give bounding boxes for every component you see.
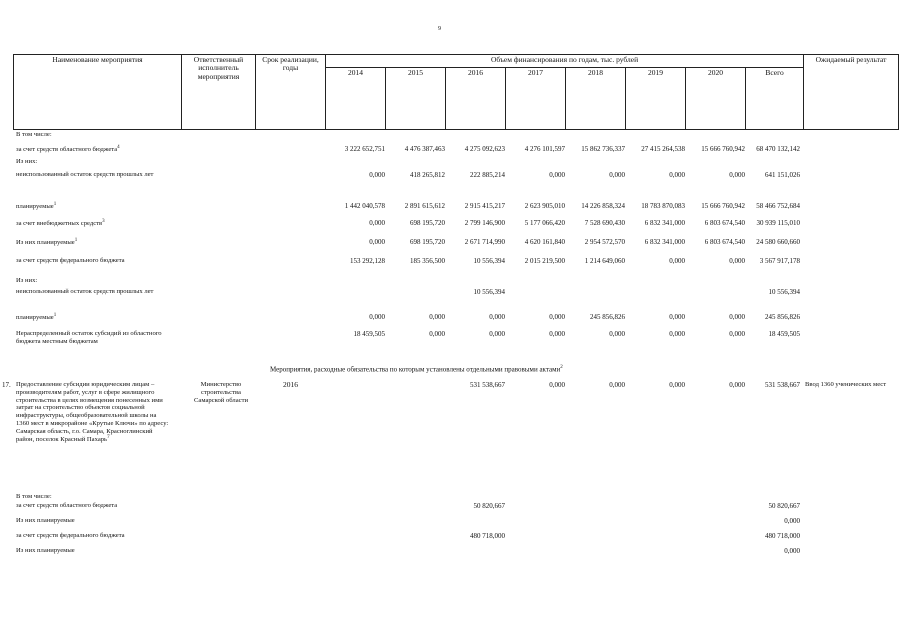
row-value: 58 466 752,684 [756,202,800,210]
row-value: 50 820,667 [768,502,800,510]
row-label: В том числе: [16,493,52,500]
row-value: 0,000 [369,238,385,246]
row-value: 0,000 [729,171,745,179]
row-value: 4 476 387,463 [404,145,445,153]
row-value: 6 803 674,540 [704,219,745,227]
row-label: за счет средств федерального бюджета [16,257,125,264]
row-value: 18 459,505 [768,330,800,338]
row-value: 0,000 [429,330,445,338]
row-value: 2 015 219,500 [524,257,565,265]
header-year: 2014 [326,67,386,130]
item-value: 0,000 [669,381,685,389]
row-value: 1 214 649,060 [584,257,625,265]
row-value: 6 803 674,540 [704,238,745,246]
row-value: 4 276 101,597 [524,145,565,153]
row-value: 0,000 [549,330,565,338]
row-value: 480 718,000 [470,532,505,540]
row-value: 641 151,026 [765,171,800,179]
row-value: 30 939 115,010 [756,219,800,227]
row-value: 10 556,394 [473,257,505,265]
header-term: Срок реализации, годы [256,55,326,130]
row-value: 0,000 [369,171,385,179]
row-value: 0,000 [609,330,625,338]
header-year: 2018 [566,67,626,130]
page-number: 9 [438,26,441,32]
item-result: Ввод 1360 ученических мест [805,381,887,388]
row-value: 15 666 760,942 [701,145,745,153]
row-value: 18 459,505 [353,330,385,338]
row-value: 0,000 [669,330,685,338]
row-value: 2 954 572,570 [584,238,625,246]
row-value: 68 470 132,142 [756,145,800,153]
header-year: 2016 [446,67,506,130]
row-value: 0,000 [549,171,565,179]
header-responsible: Ответственный исполнитель мероприятия [182,55,256,130]
row-value: 0,000 [729,257,745,265]
header-volume: Объем финансирования по годам, тыс. рублей [326,55,804,68]
row-label: Из них: [16,158,38,165]
item-term: 2016 [283,380,298,389]
row-label: за счет внебюджетных средств$^3$ [16,219,105,228]
row-label: планируемые$^1$ [16,202,57,211]
row-value: 6 832 341,000 [644,238,685,246]
row-value: 0,000 [549,313,565,321]
row-value: 0,000 [669,257,685,265]
row-value: 698 195,720 [410,219,445,227]
row-value: 4 275 092,623 [464,145,505,153]
row-value: 2 623 905,010 [524,202,565,210]
row-value: 480 718,000 [765,532,800,540]
row-label: неиспользованный остаток средств прошлых лет [16,171,154,178]
item-value: 0,000 [549,381,565,389]
header-year: 2017 [506,67,566,130]
header-name: Наименование мероприятия [14,55,182,130]
row-value: 6 832 341,000 [644,219,685,227]
row-value: 698 195,720 [410,238,445,246]
row-label: Из них планируемые [16,517,75,524]
row-value: 3 567 917,178 [759,257,800,265]
row-value: 27 415 264,538 [641,145,685,153]
row-value: 245 856,826 [590,313,625,321]
item-responsible: Министерство строительства Самарской области [194,381,248,404]
header-total: Всего [746,67,804,130]
header-year: 2015 [386,67,446,130]
row-value: 2 799 146,900 [464,219,505,227]
row-value: 0,000 [609,171,625,179]
header-result: Ожидаемый результат [804,55,899,130]
item-value: 0,000 [609,381,625,389]
row-label: планируемые$^1$ [16,313,57,322]
row-value: 0,000 [489,313,505,321]
row-value: 0,000 [669,171,685,179]
row-label: неиспользованный остаток средств прошлых лет [16,288,154,295]
row-value: 2 891 615,612 [404,202,445,210]
row-value: 222 885,214 [470,171,505,179]
row-value: 0,000 [369,219,385,227]
item-value: 531 538,667 [765,381,800,389]
row-value: 5 177 066,420 [524,219,565,227]
row-label: за счет средств областного бюджета$^4$ [16,145,120,154]
row-value: 0,000 [429,313,445,321]
row-label: В том числе: [16,131,52,138]
row-value: 2 671 714,990 [464,238,505,246]
header-year: 2020 [686,67,746,130]
item-name: Предоставление субсидии юридическим лицам – производителям работ, услуг в сфере жилищного строительства в целях возмещения понесенных ими затрат на строительство объектов социальной инфраструктуры, общеобразовательной школы на 1360 мест в микрорайоне «Крутые Ключи» по адресу: Самарская область, г.о. Самара, Красноглинский район, поселок Красный Пахарь$^7$ [16,381,169,444]
row-label: за счет средств областного бюджета [16,502,118,509]
item-value: 531 538,667 [470,381,505,389]
row-value: 24 580 660,660 [756,238,800,246]
row-value: 0,000 [489,330,505,338]
row-value: 18 783 870,083 [641,202,685,210]
row-value: 245 856,826 [765,313,800,321]
header-year: 2019 [626,67,686,130]
row-value: 3 222 652,751 [344,145,385,153]
row-label: Нераспределенный остаток субсидий из областного бюджета местным бюджетам [16,330,162,345]
row-value: 0,000 [669,313,685,321]
row-value: 0,000 [784,547,800,555]
row-value: 2 915 415,217 [464,202,505,210]
item-number: 17. [2,381,11,389]
row-value: 10 556,394 [768,288,800,296]
row-value: 0,000 [784,517,800,525]
row-value: 0,000 [369,313,385,321]
row-value: 0,000 [729,330,745,338]
row-label: Из них: [16,277,38,284]
row-value: 7 528 690,430 [584,219,625,227]
row-value: 50 820,667 [473,502,505,510]
row-value: 4 620 161,840 [524,238,565,246]
section-title: Мероприятия, расходные обязательства по которым установлены отдельными правовыми актами$^2$ [270,365,563,374]
row-value: 1 442 040,578 [344,202,385,210]
row-label: за счет средств федерального бюджета [16,532,125,539]
row-value: 418 265,812 [410,171,445,179]
row-value: 153 292,128 [350,257,385,265]
item-value: 0,000 [729,381,745,389]
row-value: 15 862 736,337 [581,145,625,153]
row-label: Из них планируемые [16,547,75,554]
row-value: 10 556,394 [473,288,505,296]
row-value: 185 356,500 [410,257,445,265]
row-value: 15 666 760,942 [701,202,745,210]
row-value: 14 226 858,324 [581,202,625,210]
row-label: Из них планируемые$^1$ [16,238,78,247]
row-value: 0,000 [729,313,745,321]
table-header [13,54,899,130]
